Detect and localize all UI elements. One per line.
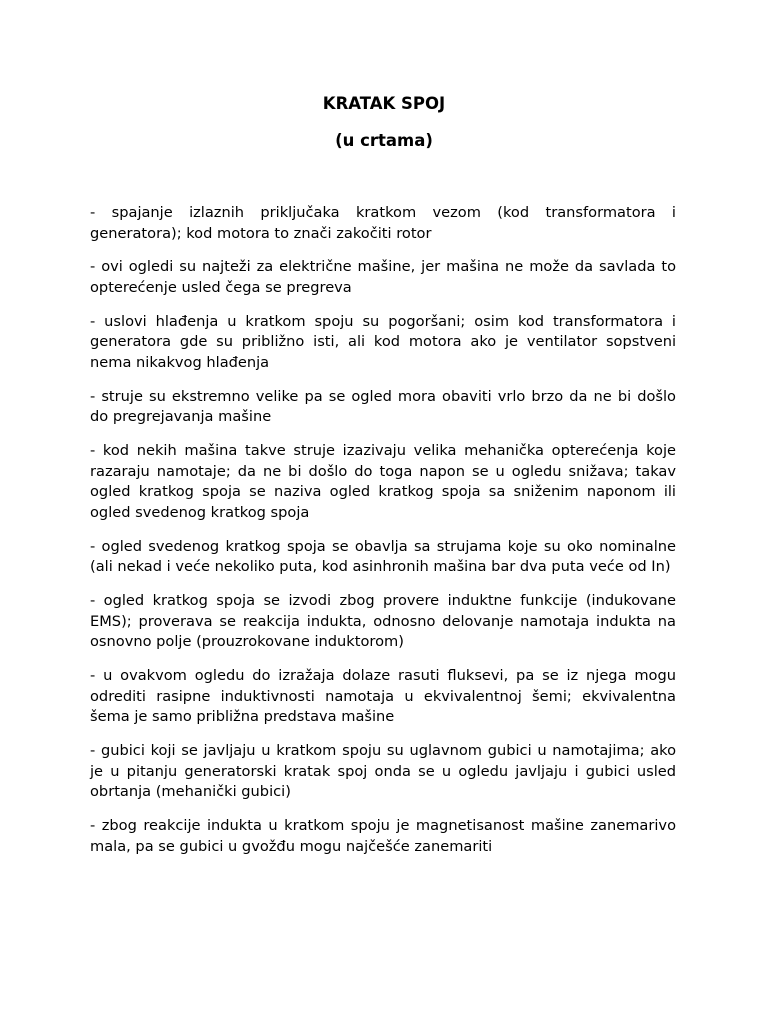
paragraph-6: - ogled svedenog kratkog spoja se obavlja sa strujama koje su oko nominalne (ali nekad i veće nekoliko puta, kod asinhronih mašina bar dva puta veće od In) [90, 537, 676, 576]
paragraph-5: - kod nekih mašina takve struje izazivaju velika mehanička opterećenja koje razaraju namotaje; da ne bi došlo do toga napon se u ogledu snižava; takav ogled kratkog spoja se naziva ogled kratkog spoja sa sniženim naponom ili ogled svedenog kratkog spoja [90, 442, 676, 521]
document-subtitle: (u crtama) [335, 131, 433, 150]
paragraph-7: - ogled kratkog spoja se izvodi zbog provere induktne funkcije (indukovane EMS); proverava se reakcija indukta, odnosno delovanje namotaja indukta na osnovno polje (prouzrokovane induktorom) [90, 592, 676, 651]
document-title: KRATAK SPOJ [322, 94, 446, 113]
paragraph-8: - u ovakvom ogledu do izražaja dolaze rasuti fluksevi, pa se iz njega mogu odrediti rasipne induktivnosti namotaja u ekvivalentnoj šemi; ekvivalentna šema je samo približna predstava mašine [90, 667, 676, 726]
paragraph-9: - gubici koji se javljaju u kratkom spoju su uglavnom gubici u namotajima; ako je u pitanju generatorski kratak spoj onda se u ogledu javljaju i gubici usled obrtanja (mehanički gubici) [90, 741, 676, 801]
paragraph-10: - zbog reakcije indukta u kratkom spoju je magnetisanost mašine zanemarivo mala, pa se gubici u gvožđu mogu najčešće zanemariti [90, 816, 676, 855]
document-body [90, 203, 676, 870]
paragraph-4: - struje su ekstremno velike pa se ogled mora obaviti vrlo brzo da ne bi došlo do pregrejavanja mašine [90, 387, 676, 426]
paragraph-1: - spajanje izlaznih priključaka kratkom vezom (kod transformatora i generatora); kod motora to znači zakočiti rotor [90, 204, 676, 242]
paragraph-3: - uslovi hlađenja u kratkom spoju su pogoršani; osim kod transformatora i generatora gde su približno isti, ali kod motora ako je ventilator sopstveni nema nikakvog hlađenja [90, 312, 676, 371]
paragraph-2: - ovi ogledi su najteži za električne mašine, jer mašina ne može da savlada to opterećenje usled čega se pregreva [90, 258, 676, 296]
